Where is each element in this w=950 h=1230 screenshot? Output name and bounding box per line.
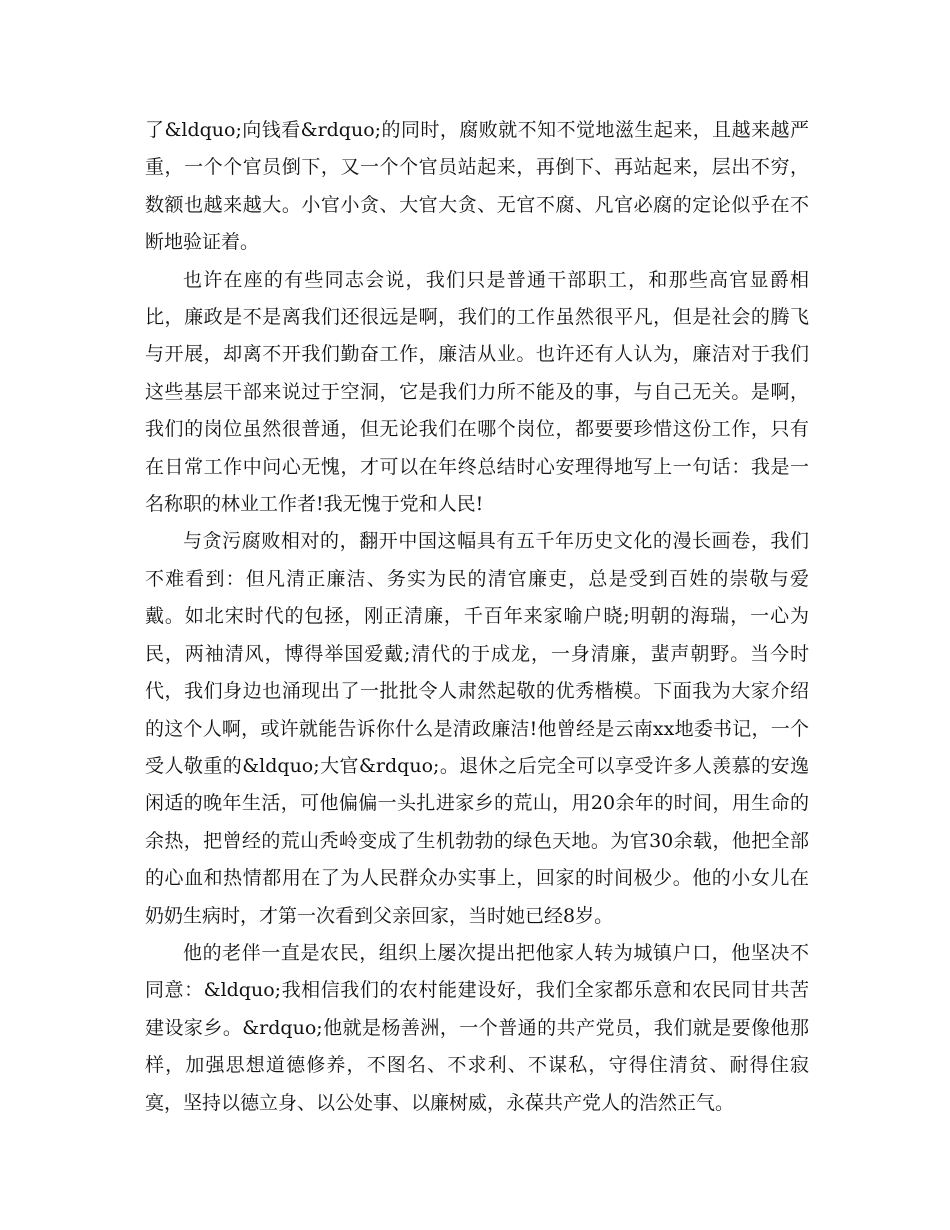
paragraph-4: 他的老伴一直是农民，组织上屡次提出把他家人转为城镇户口，他坚决不同意：&ldquo;我相信我们的农村能建设好，我们全家都乐意和农民同甘共苦建设家乡。&rdquo;他就是杨善洲，一个普通的共产党员，我们就是要像他那样，加强思想道德修养，不图名、不求利、不谋私，守得住清贫、耐得住寂寞，坚持以德立身、以公处事、以廉树威，永葆共产党人的浩然正气。 (145, 941, 809, 1114)
paragraph-2: 也许在座的有些同志会说，我们只是普通干部职工，和那些高官显爵相比，廉政是不是离我们还很远是啊，我们的工作虽然很平凡，但是社会的腾飞与开展，却离不开我们勤奋工作，廉洁从业。也许还有人认为，廉洁对于我们这些基层干部来说过于空洞，它是我们力所不能及的事，与自己无关。是啊，我们的岗位虽然很普通，但无论我们在哪个岗位，都要要珍惜这份工作，只有在日常工作中问心无愧，才可以在年终总结时心安理得地写上一句话：我是一名称职的林业工作者!我无愧于党和人民! (145, 268, 809, 516)
document-body (145, 112, 809, 1122)
paragraph-3: 与贪污腐败相对的，翻开中国这幅具有五千年历史文化的漫长画卷，我们不难看到：但凡清正廉洁、务实为民的清官廉吏，总是受到百姓的崇敬与爱戴。如北宋时代的包拯，刚正清廉，千百年来家喻户晓;明朝的海瑞，一心为民，两袖清风，博得举国爱戴;清代的于成龙，一身清廉，蜚声朝野。当今时代，我们身边也涌现出了一批批令人肃然起敬的优秀楷模。下面我为大家介绍的这个人啊，或许就能告诉你什么是清政廉洁!他曾经是云南xx地委书记，一个受人敬重的&ldquo;大官&rdquo;。退休之后完全可以享受许多人羡慕的安逸闲适的晚年生活，可他偏偏一头扎进家乡的荒山，用20余年的时间，用生命的余热，把曾经的荒山秃岭变成了生机勃勃的绿色天地。为官30余载，他把全部的心血和热情都用在了为人民群众办实事上，回家的时间极少。他的小女儿在奶奶生病时，才第一次看到父亲回家，当时她已经8岁。 (145, 530, 809, 927)
paragraph-continuation: 了&ldquo;向钱看&rdquo;的同时，腐败就不知不觉地滋生起来，且越来越严重，一个个官员倒下，又一个个官员站起来，再倒下、再站起来，层出不穷，数额也越来越大。小官小贪、大官大贪、无官不腐、凡官必腐的定论似乎在不断地验证着。 (145, 119, 809, 254)
